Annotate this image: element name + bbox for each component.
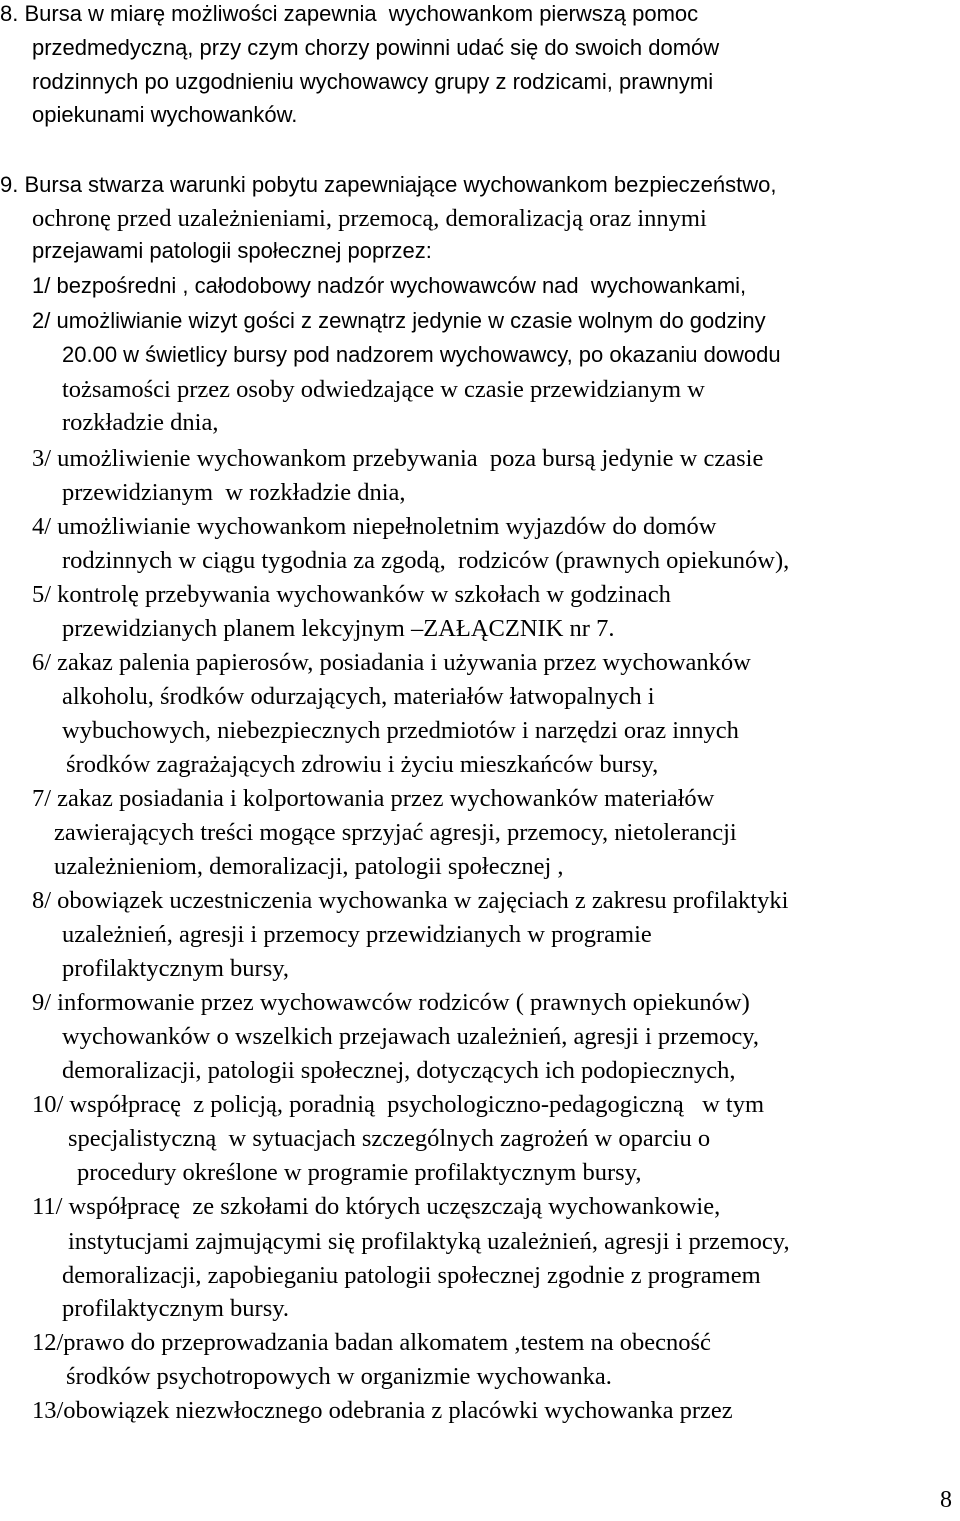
text-line: 4/ umożliwianie wychowankom niepełnoletnim wyjazdów do domów [32, 513, 717, 540]
page-number: 8 [940, 1487, 952, 1513]
text-line: 13/obowiązek niezwłocznego odebrania z placówki wychowanka przez [32, 1397, 733, 1424]
text-line: przewidzianym w rozkładzie dnia, [62, 479, 406, 506]
text-line: alkoholu, środków odurzających, materiałów łatwopalnych i [62, 683, 655, 710]
text-line: 5/ kontrolę przebywania wychowanków w szkołach w godzinach [32, 581, 671, 608]
text-line: wychowanków o wszelkich przejawach uzależnień, agresji i przemocy, [62, 1023, 760, 1050]
text-line: 8. Bursa w miarę możliwości zapewnia wychowankom pierwszą pomoc [0, 1, 699, 26]
text-line: rodzinnych w ciągu tygodnia za zgodą, rodziców (prawnych opiekunów), [62, 547, 790, 574]
text-line: profilaktycznym bursy, [62, 955, 290, 982]
text-line: 3/ umożliwienie wychowankom przebywania poza bursą jedynie w czasie [32, 445, 764, 472]
text-line: instytucjami zajmującymi się profilaktyką uzależnień, agresji i przemocy, [68, 1228, 790, 1255]
text-line: 6/ zakaz palenia papierosów, posiadania i używania przez wychowanków [32, 649, 751, 676]
text-line: procedury określone w programie profilaktycznym bursy, [77, 1159, 642, 1186]
text-line: demoralizacji, zapobieganiu patologii społecznej zgodnie z programem [62, 1262, 761, 1289]
text-line: przewidzianych planem lekcyjnym –ZAŁĄCZNIK nr 7. [62, 615, 615, 642]
text-line: tożsamości przez osoby odwiedzające w czasie przewidzianym w [62, 376, 705, 403]
text-line: 11/ współpracę ze szkołami do których uczęszczają wychowankowie, [32, 1193, 721, 1220]
text-line: demoralizacji, patologii społecznej, dotyczących ich podopiecznych, [62, 1057, 736, 1084]
text-line: opiekunami wychowanków. [32, 102, 298, 127]
text-line: 12/prawo do przeprowadzania badan alkomatem ,testem na obecność [32, 1329, 711, 1356]
text-line: profilaktycznym bursy. [62, 1295, 290, 1322]
text-line: uzależnień, agresji i przemocy przewidzianych w programie [62, 921, 652, 948]
text-line: przejawami patologii społecznej poprzez: [32, 238, 432, 263]
text-line: środków zagrażających zdrowiu i życiu mieszkańców bursy, [66, 751, 659, 778]
text-line: ochronę przed uzależnieniami, przemocą, demoralizacją oraz innymi [32, 205, 707, 232]
text-line: wybuchowych, niebezpiecznych przedmiotów i narzędzi oraz innych [62, 717, 739, 744]
text-line: rodzinnych po uzgodnieniu wychowawcy grupy z rodzicami, prawnymi [32, 69, 714, 94]
text-line: uzależnieniom, demoralizacji, patologii społecznej , [54, 853, 564, 880]
text-line: 1/ bezpośredni , całodobowy nadzór wychowawców nad wychowankami, [32, 273, 747, 298]
text-line: 7/ zakaz posiadania i kolportowania przez wychowanków materiałów [32, 785, 715, 812]
text-line: 9/ informowanie przez wychowawców rodziców ( prawnych opiekunów) [32, 989, 750, 1016]
text-line: zawierających treści mogące sprzyjać agresji, przemocy, nietolerancji [54, 819, 737, 846]
text-line: 9. Bursa stwarza warunki pobytu zapewniające wychowankom bezpieczeństwo, [0, 172, 777, 197]
text-line: przedmedyczną, przy czym chorzy powinni udać się do swoich domów [32, 35, 720, 60]
text-line: 20.00 w świetlicy bursy pod nadzorem wychowawcy, po okazaniu dowodu [62, 342, 781, 367]
text-line: środków psychotropowych w organizmie wychowanka. [66, 1363, 612, 1390]
text-line: specjalistyczną w sytuacjach szczególnych zagrożeń w oparciu o [68, 1125, 711, 1152]
text-line: 2/ umożliwianie wizyt gości z zewnątrz jedynie w czasie wolnym do godziny [32, 308, 766, 333]
text-line: rozkładzie dnia, [62, 409, 219, 436]
text-line: 8/ obowiązek uczestniczenia wychowanka w zajęciach z zakresu profilaktyki [32, 887, 789, 914]
text-line: 10/ współpracę z policją, poradnią psychologiczno-pedagogiczną w tym [32, 1091, 765, 1118]
